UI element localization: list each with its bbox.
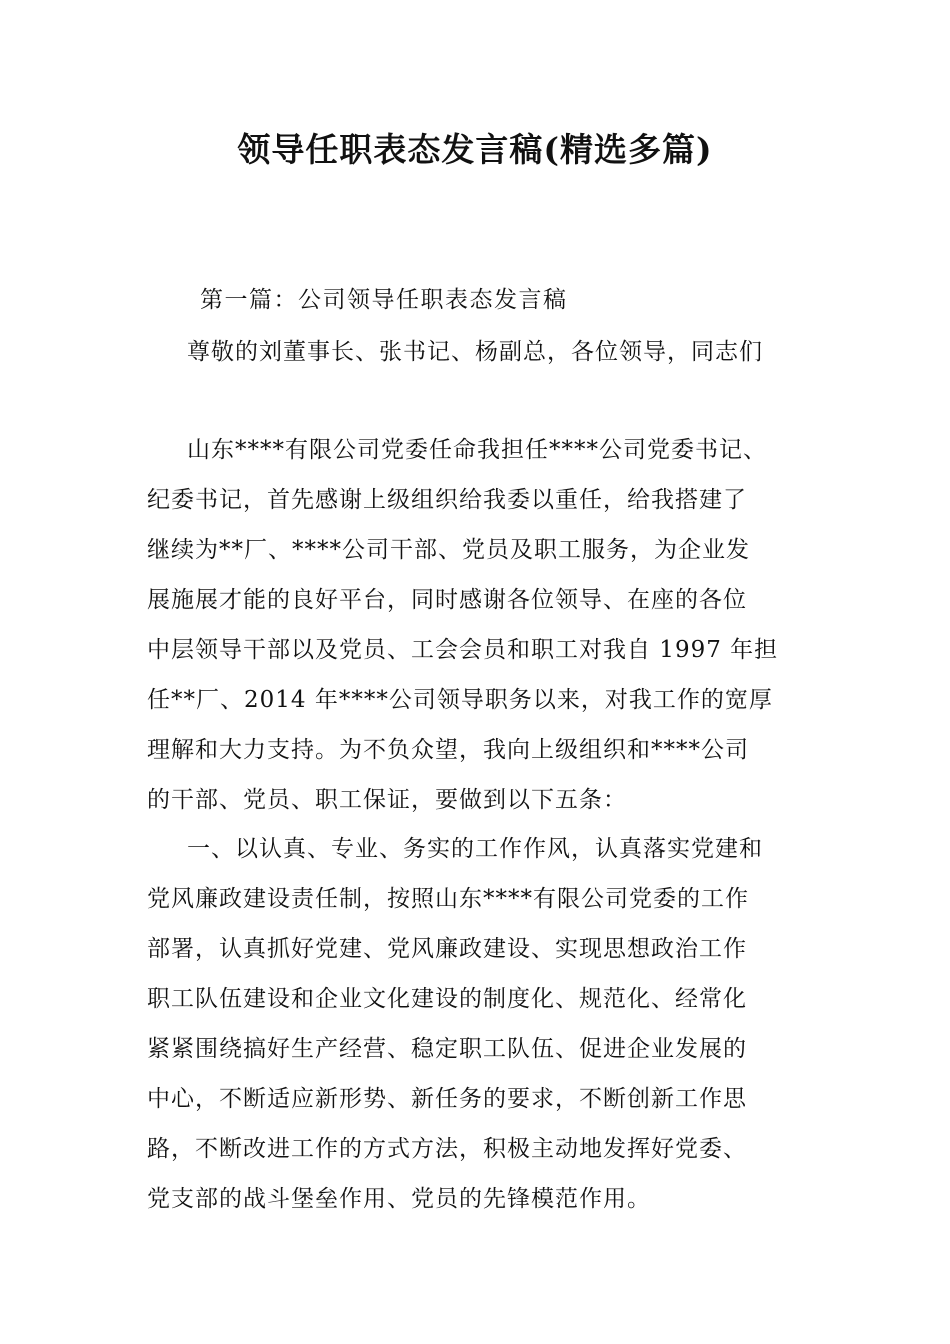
paragraph-line: 路，不断改进工作的方式方法，积极主动地发挥好党委、: [147, 1136, 747, 1162]
paragraph-line: 中心，不断适应新形势、新任务的要求，不断创新工作思: [147, 1086, 747, 1112]
salutation: 尊敬的刘董事长、张书记、杨副总，各位领导，同志们: [187, 339, 763, 365]
paragraph-line: 党风廉政建设责任制，按照山东****有限公司党委的工作: [147, 886, 749, 912]
paragraph-line: 职工队伍建设和企业文化建设的制度化、规范化、经常化: [147, 986, 747, 1012]
paragraph-line: 纪委书记，首先感谢上级组织给我委以重任，给我搭建了: [147, 487, 747, 513]
paragraph-line: 理解和大力支持。为不负众望，我向上级组织和****公司: [147, 737, 749, 763]
paragraph-line: 任**厂、2014 年****公司领导职务以来，对我工作的宽厚: [147, 687, 773, 713]
paragraph-line: 部署，认真抓好党建、党风廉政建设、实现思想政治工作: [147, 936, 747, 962]
paragraph-line: 继续为**厂、****公司干部、党员及职工服务，为企业发: [147, 537, 750, 563]
paragraph-line: 紧紧围绕搞好生产经营、稳定职工队伍、促进企业发展的: [147, 1036, 747, 1062]
document-title: 领导任职表态发言稿(精选多篇): [237, 130, 713, 169]
section-heading: 第一篇：公司领导任职表态发言稿: [200, 287, 568, 313]
paragraph-line: 的干部、党员、职工保证，要做到以下五条：: [147, 787, 627, 813]
paragraph-line: 中层领导干部以及党员、工会会员和职工对我自 1997 年担: [147, 637, 779, 663]
paragraph-line: 一、以认真、专业、务实的工作作风，认真落实党建和: [187, 836, 763, 862]
paragraph-line: 山东****有限公司党委任命我担任****公司党委书记、: [187, 437, 767, 463]
paragraph-line: 展施展才能的良好平台，同时感谢各位领导、在座的各位: [147, 587, 747, 613]
paragraph-line: 党支部的战斗堡垒作用、党员的先锋模范作用。: [147, 1186, 651, 1212]
